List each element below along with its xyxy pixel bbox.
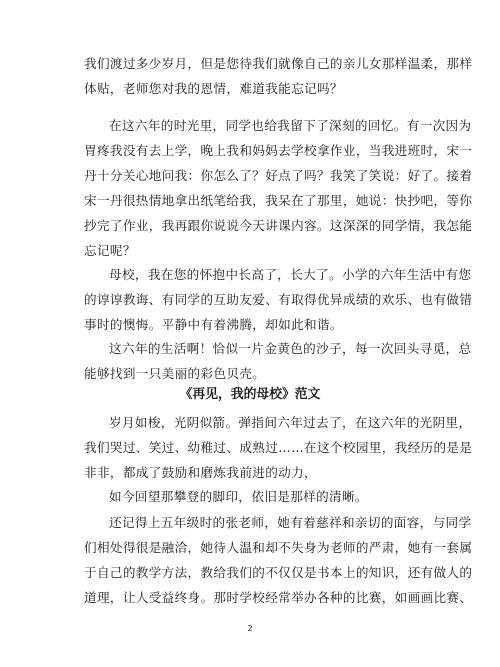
text-line: 丹十分关心地问我：你怎么了？好点了吗？我笑了笑说：好了。接着 — [84, 168, 473, 183]
text-line: 岁月如梭，光阴似箭。弹指间六年过去了，在这六年的光阴里， — [109, 415, 472, 430]
text-line: 们相处得很是融洽，她待人温和却不失身为老师的严肃，她有一套属 — [84, 540, 473, 555]
paragraph-4 — [84, 336, 472, 386]
paragraph-2 — [84, 113, 473, 263]
text-line: 这六年的生活啊！恰似一片金黄色的沙子，每一次回头寻觅，总 — [109, 341, 472, 356]
paragraph-3 — [84, 262, 473, 337]
text-line: 道理，让人受益终身。那时学校经常举办各种的比赛，如画画比赛、 — [84, 590, 473, 605]
text-line: 事时的懊悔。平静中有着沸腾，却如此和谐。 — [84, 317, 343, 332]
paragraph-7 — [84, 510, 473, 610]
text-line: 忘记呢？ — [84, 243, 136, 258]
text-line: 我们渡过多少岁月，但是您待我们就像自己的亲儿女那样温柔，那样 — [84, 56, 473, 71]
text-line: 还记得上五年级时的张老师，她有着慈祥和亲切的面容，与同学 — [109, 515, 472, 530]
text-line: 在这六年的时光里，同学也给我留下了深刻的回忆。有一次因为 — [109, 118, 472, 133]
text-line: 胃疼我没有去上学，晚上我和妈妈去学校拿作业，当我进班时，宋一 — [84, 143, 473, 158]
text-line: 我们哭过、笑过、幼稚过、成熟过……在这个校园里，我经历的是是 — [84, 440, 473, 455]
text-line: 如今回望那攀登的脚印，依旧是那样的清晰。 — [109, 489, 368, 504]
text-line: 的谆谆教诲、有同学的互助友爱、有取得优异成绩的欢乐、也有做错 — [84, 292, 473, 307]
paragraph-5 — [84, 410, 473, 485]
text-line: 能够找到一只美丽的彩色贝壳。 — [84, 366, 266, 381]
paragraph-1 — [84, 51, 473, 101]
text-line: 抄完了作业，我再跟你说说今天讲课内容。这深深的同学情，我怎能 — [84, 218, 473, 233]
text-line: 宋一丹很热情地拿出纸笔给我，我呆在了那里，她说：快抄吧，等你 — [84, 193, 473, 208]
text-line: 非非，都成了鼓励和磨炼我前进的动力， — [84, 465, 317, 480]
page-number: 2 — [247, 624, 253, 633]
text-line: 于自己的教学方法，教给我们的不仅仅是书本上的知识，还有做人的 — [84, 565, 473, 580]
text-line: 母校，我在您的怀抱中长高了，长大了。小学的六年生活中有您 — [109, 267, 472, 282]
text-line: 体贴，老师您对我的恩情，难道我能忘记吗？ — [84, 81, 343, 96]
paragraph-6 — [84, 484, 424, 509]
section-heading: 《再见，我的母校》范文 — [179, 387, 321, 402]
